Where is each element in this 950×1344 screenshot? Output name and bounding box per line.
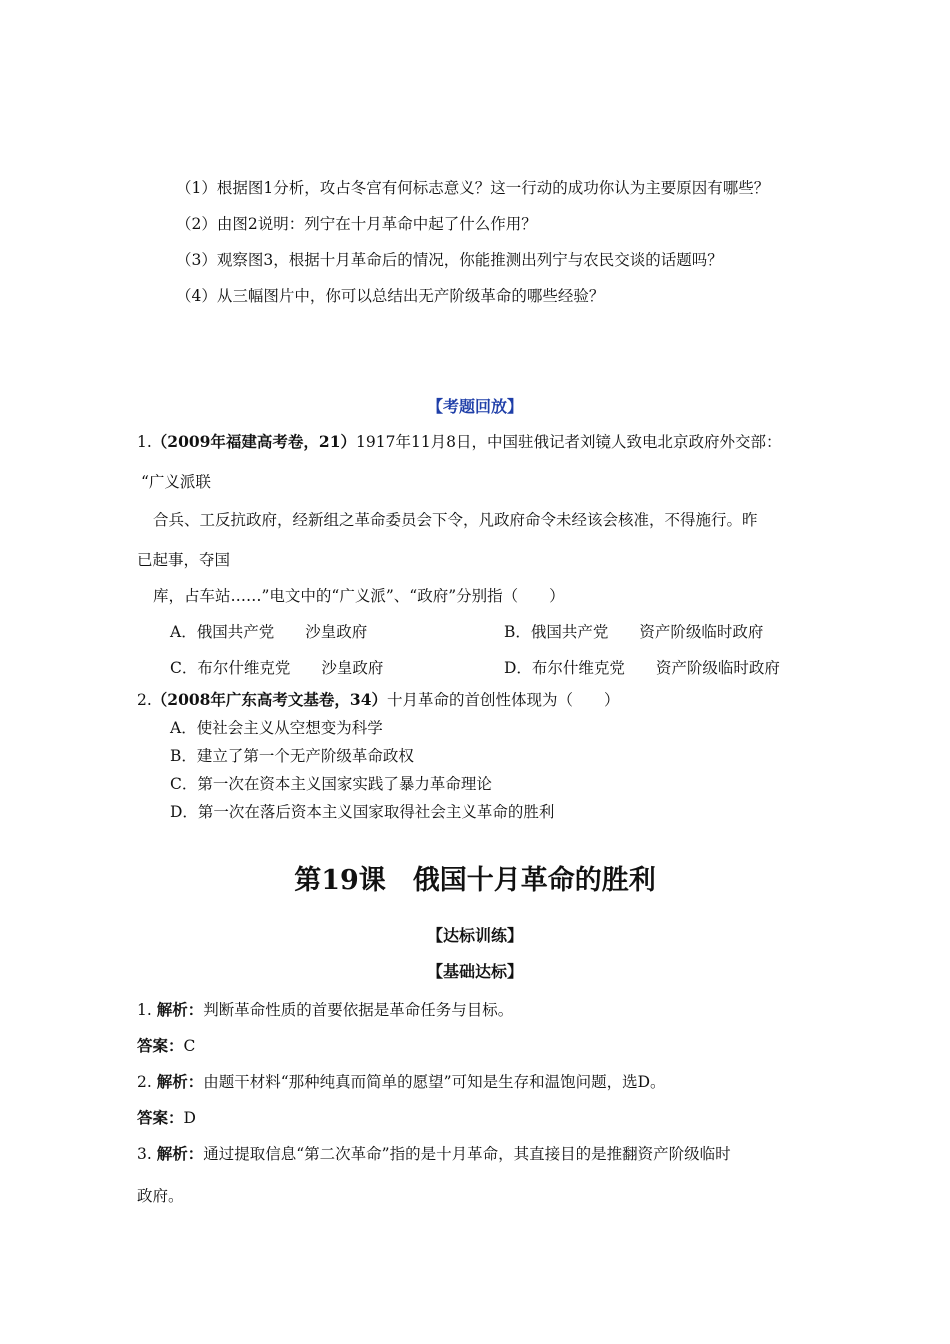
answer-2-text: 由题干材料“那种纯真而简单的愿望”可知是生存和温饱问题，选D。 [203,1073,666,1091]
q1-line-3: 合兵、工反抗政府，经新组之革命委员会下令，凡政府命令未经该会核准，不得施行。昨 [153,511,758,529]
question-1: （1）根据图1分析，攻占冬宫有何标志意义？这一行动的成功你认为主要原因有哪些？ [176,179,770,197]
q2-option-d: D．第一次在落后资本主义国家取得社会主义革命的胜利 [170,803,555,821]
q2-source: （2008年广东高考文基卷，34） [151,690,388,709]
answer-2-number: 2. [137,1073,152,1091]
q1-line-5: 库，占车站……”电文中的“广义派”、“政府”分别指（ ） [153,587,565,605]
answer-1-label: 解析： [156,1000,204,1019]
q2-option-a: A．使社会主义从空想变为科学 [170,719,383,737]
basic-heading: 【基础达标】 [426,962,523,981]
q1-stem-1: 1917年11月8日，中国驻俄记者刘镜人致电北京政府外交部： [356,433,782,451]
q1-line-2: “广义派联 [141,473,211,491]
question-3: （3）观察图3，根据十月革命后的情况，你能推测出列宁与农民交谈的话题吗？ [176,251,723,269]
answer-3-text: 通过提取信息“第二次革命”指的是十月革命，其直接目的是推翻资产阶级临时 [203,1145,731,1163]
question-4: （4）从三幅图片中，你可以总结出无产阶级革命的哪些经验？ [176,287,605,305]
answer-1-ans: C [183,1037,196,1055]
answer-3-text-2: 政府。 [137,1187,184,1205]
question-2: （2）由图2说明：列宁在十月革命中起了什么作用？ [176,215,537,233]
q1-number: 1. [137,433,152,451]
q2-line-1 [137,690,620,710]
q1-option-d: D．布尔什维克党 资产阶级临时政府 [504,659,780,677]
answer-1-ans-label: 答案： [137,1036,184,1055]
answer-2-analysis [137,1072,666,1092]
q2-number: 2. [137,691,152,709]
q1-option-b: B．俄国共产党 资产阶级临时政府 [504,623,764,641]
q1-source: （2009年福建高考卷，21） [151,432,357,451]
q2-option-c: C．第一次在资本主义国家实践了暴力革命理论 [170,775,492,793]
q2-option-b: B．建立了第一个无产阶级革命政权 [170,747,414,765]
answer-1-analysis [137,1000,513,1020]
answer-3-number: 3. [137,1145,152,1163]
q2-stem: 十月革命的首创性体现为（ ） [387,691,620,709]
answer-2-result [137,1108,196,1128]
answer-3-label: 解析： [156,1144,204,1163]
review-heading: 【考题回放】 [426,397,523,416]
answer-2-ans: D [183,1109,196,1127]
answer-2-label: 解析： [156,1072,204,1091]
answer-1-number: 1. [137,1001,152,1019]
answer-2-ans-label: 答案： [137,1108,184,1127]
answer-1-text: 判断革命性质的首要依据是革命任务与目标。 [203,1001,514,1019]
answer-1-result [137,1036,195,1056]
q1-option-a: A．俄国共产党 沙皇政府 [170,623,368,641]
answer-3-analysis [137,1144,731,1164]
q1-line-1 [137,432,782,452]
q1-option-c: C．布尔什维克党 沙皇政府 [170,659,384,677]
practice-heading: 【达标训练】 [426,926,523,945]
lesson-title: 第19课 俄国十月革命的胜利 [294,865,656,896]
q1-line-4: 已起事，夺国 [137,551,231,569]
